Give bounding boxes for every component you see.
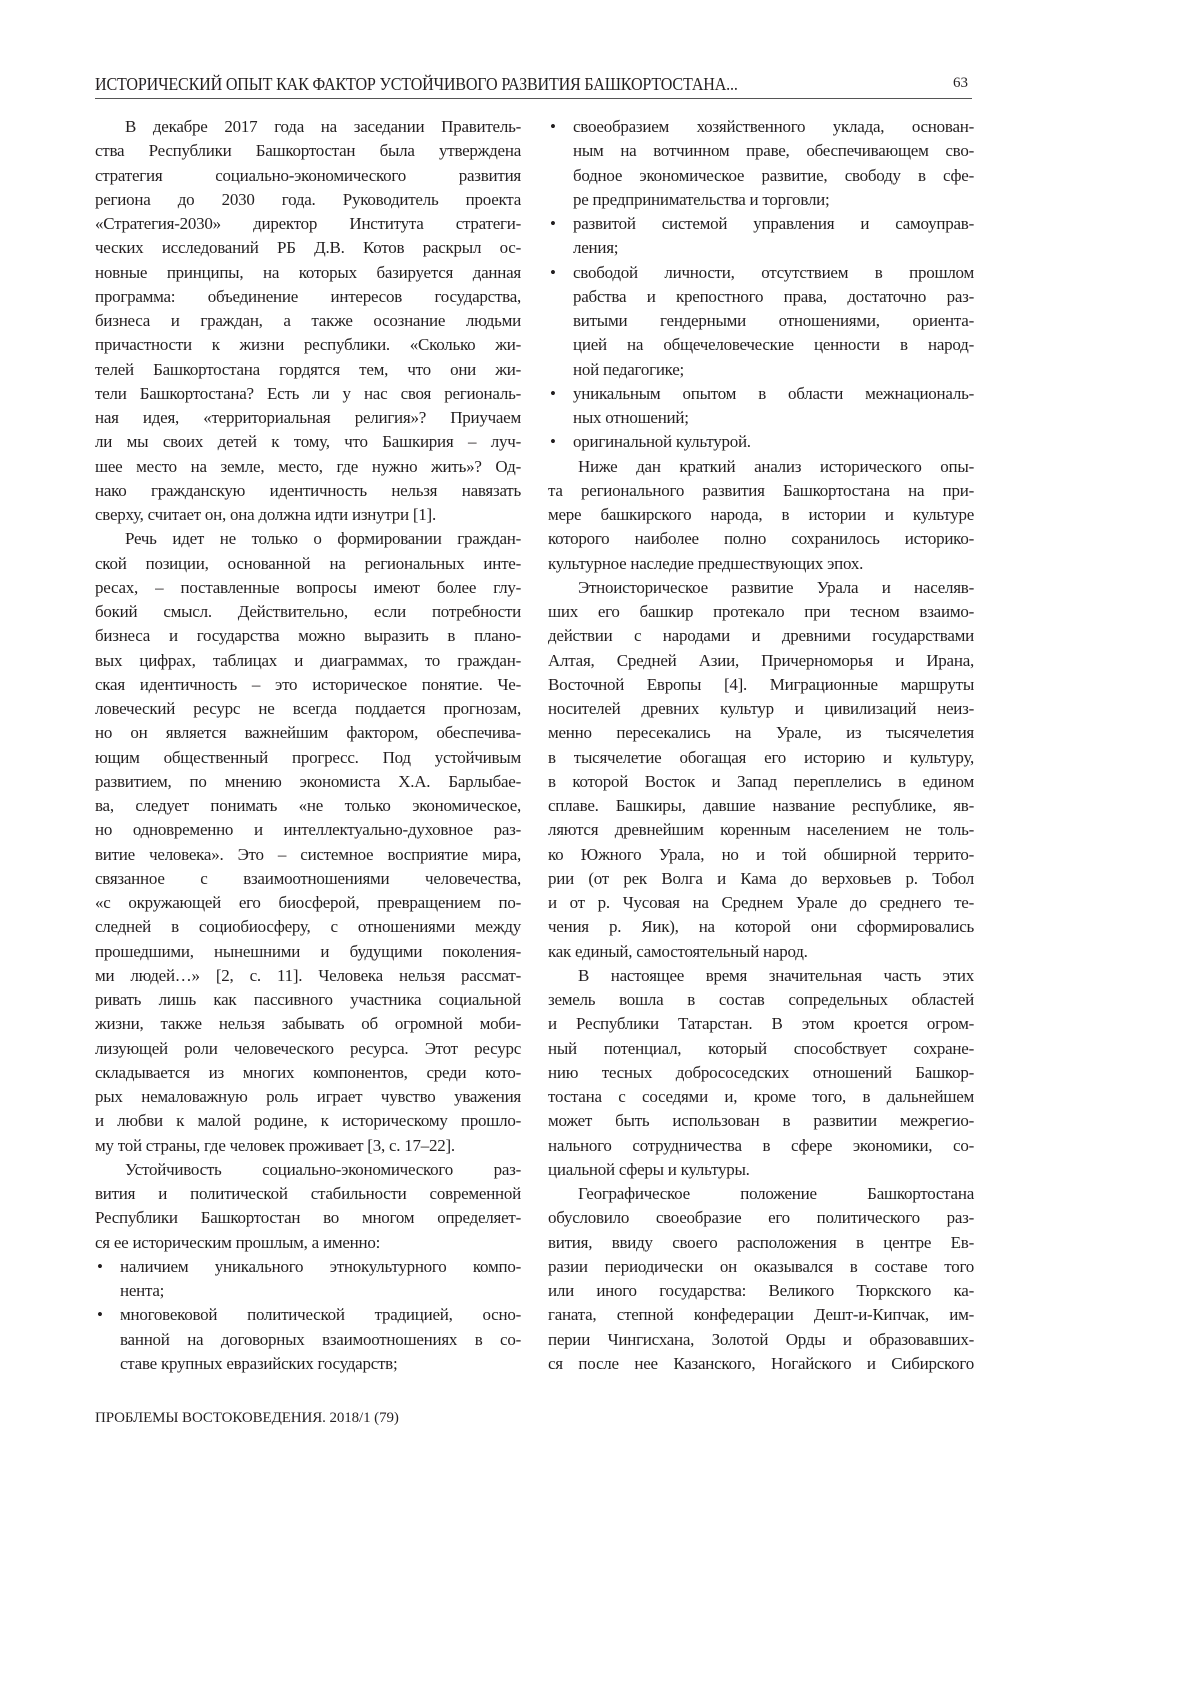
line: [548, 600, 974, 624]
line: [548, 1352, 974, 1376]
line: [548, 188, 974, 212]
line: [548, 1303, 974, 1327]
bullet-list-item: [95, 1255, 521, 1304]
text-line: ванной на договорных взаимоотношениях в со-: [120, 1329, 521, 1349]
line: [548, 964, 974, 988]
line: [548, 236, 974, 260]
paragraph: [95, 1158, 521, 1255]
line: [95, 333, 521, 357]
text-line: бизнеса и государства можно выразить в плано-: [95, 626, 521, 646]
paragraph: [95, 115, 521, 527]
line: [548, 1231, 974, 1255]
text-line: нента;: [120, 1281, 165, 1300]
line: [95, 1158, 521, 1182]
text-line: витыми гендерными отношениями, ориента-: [573, 311, 974, 330]
text-line: региона до 2030 года. Руководитель проекта: [95, 189, 521, 209]
text-line: мере башкирского народа, в истории и культуре: [548, 505, 974, 524]
text-line: «Стратегия-2030» директор Института стратеги-: [95, 214, 521, 233]
line: [95, 236, 521, 260]
text-line: В декабре 2017 года на заседании Правитель-: [125, 117, 521, 136]
running-header: [95, 72, 972, 99]
text-line: тостана с соседями и, кроме того, в дальнейшем: [548, 1087, 974, 1106]
line: [95, 746, 521, 770]
text-line: ганата, степной конфедерации Дешт-и-Кипчак, им-: [548, 1305, 974, 1325]
text-line: ловеческий ресурс не всегда поддается прогнозам,: [95, 699, 521, 718]
line: [95, 673, 521, 697]
line: [548, 164, 974, 188]
bullet-list-item: [548, 115, 974, 212]
paragraph: [548, 1182, 974, 1376]
line: [95, 503, 521, 527]
line: [548, 406, 974, 430]
line: [95, 600, 521, 624]
text-line: следней в социобиосферу, с отношениями между: [95, 917, 521, 937]
line: [95, 212, 521, 236]
line: [548, 115, 974, 139]
text-line: прошедшими, нынешними и будущими поколения-: [95, 941, 521, 961]
line: [95, 552, 521, 576]
line: [548, 1182, 974, 1206]
line: [95, 358, 521, 382]
text-line: Восточной Европы [4]. Миграционные маршруты: [548, 674, 974, 694]
bullet-icon: •: [550, 117, 556, 136]
text-line: и любви к малой родине, к историческому прошло-: [95, 1111, 521, 1131]
text-line: связанное с взаимоотношениями человечества,: [95, 868, 521, 888]
line: [548, 1255, 974, 1279]
text-line: которого наиболее полно сохранилось историко-: [548, 529, 974, 549]
text-line: ства Республики Башкортостан была утверждена: [95, 141, 521, 161]
bullet-list-item: [548, 212, 974, 261]
text-line: ставе крупных евразийских государств;: [120, 1353, 398, 1373]
line: [95, 794, 521, 818]
bullet-list-item: [548, 382, 974, 431]
text-line: телей Башкортостана гордятся тем, что они жи-: [95, 359, 521, 379]
text-line: ной педагогике;: [573, 359, 685, 379]
line: [95, 988, 521, 1012]
text-line: складывается из многих компонентов, среди кото-: [95, 1062, 521, 1082]
text-line: перии Чингисхана, Золотой Орды и образовавших-: [548, 1329, 974, 1349]
text-line: бизнеса и граждан, а также осознание людьми: [95, 311, 521, 330]
text-line: рабства и крепостного права, достаточно раз-: [573, 286, 974, 306]
text-line: Алтая, Средней Азии, Причерноморья и Ирана,: [548, 650, 974, 670]
text-line: как единый, самостоятельный народ.: [548, 941, 808, 961]
text-line: но одновременно и интеллектуально-духовное раз-: [95, 820, 521, 840]
line: [548, 649, 974, 673]
text-line: носителей древних культур и цивилизаций неиз-: [548, 699, 974, 718]
line: [548, 867, 974, 891]
line: [548, 891, 974, 915]
line: [95, 430, 521, 454]
line: [95, 1061, 521, 1085]
left-column: [95, 115, 521, 1376]
text-line: бодное экономическое развитие, свободу в сфе-: [573, 165, 974, 185]
text-line: своеобразием хозяйственного уклада, основан-: [573, 117, 974, 136]
text-line: ным на вотчинном праве, обеспечивающем сво-: [573, 141, 974, 161]
line: [548, 843, 974, 867]
bullet-icon: •: [550, 383, 556, 403]
line: [95, 940, 521, 964]
line: [95, 1206, 521, 1230]
text-line: жизни, также нельзя забывать об огромной моби-: [95, 1014, 521, 1034]
line: [548, 673, 974, 697]
line: [548, 285, 974, 309]
text-line: ления;: [573, 238, 619, 258]
line: [548, 1109, 974, 1133]
line: [95, 479, 521, 503]
line: [548, 1134, 974, 1158]
line: [95, 382, 521, 406]
line: [95, 261, 521, 285]
line: [548, 430, 974, 454]
text-line: Географическое положение Башкортостана: [578, 1184, 974, 1203]
text-line: причастности к жизни республики. «Сколько жи-: [95, 335, 521, 355]
paragraph: [548, 576, 974, 964]
running-header-title: ИСТОРИЧЕСКИЙ ОПЫТ КАК ФАКТОР УСТОЙЧИВОГО РАЗВИТИЯ БАШКОРТОСТАНА...: [95, 74, 738, 94]
line: [95, 867, 521, 891]
text-line: ся ее историческим прошлым, а именно:: [95, 1232, 381, 1252]
text-line: действии с народами и древними государствами: [548, 626, 974, 646]
line: [548, 721, 974, 745]
line: [95, 1303, 521, 1327]
text-line: и Республики Татарстан. В этом кроется огром-: [548, 1014, 974, 1034]
text-line: В настоящее время значительная часть этих: [578, 965, 974, 985]
line: [95, 649, 521, 673]
text-line: уникальным опытом в области межнациональ-: [573, 383, 974, 403]
line: [95, 455, 521, 479]
text-line: ся после нее Казанского, Ногайского и Сибирского: [548, 1353, 974, 1373]
text-line: вития, ввиду своего расположения в центре Ев-: [548, 1232, 974, 1252]
line: [548, 139, 974, 163]
text-line: ляются древнейшим коренным населением не толь-: [548, 820, 974, 840]
line: [548, 212, 974, 236]
line: [95, 406, 521, 430]
line: [548, 915, 974, 939]
line: [548, 940, 974, 964]
line: [548, 309, 974, 333]
text-line: наличием уникального этнокультурного компо-: [120, 1256, 521, 1276]
text-line: тели Башкортостана? Есть ли у нас своя региональ-: [95, 383, 521, 403]
text-line: витие человека». Это – системное восприятие мира,: [95, 844, 521, 864]
line: [95, 964, 521, 988]
paragraph: [548, 455, 974, 576]
text-line: в тысячелетие обогащая его историю и культуру,: [548, 747, 974, 767]
line: [548, 624, 974, 648]
text-line: сверху, считает он, она должна идти изнутри [1].: [95, 505, 436, 524]
line: [95, 188, 521, 212]
bullet-list-item: [548, 430, 974, 454]
line: [548, 1061, 974, 1085]
text-line: ная идея, «территориальная религия»? Приучаем: [95, 408, 521, 427]
text-line: «с окружающей его биосферой, превращением по-: [95, 893, 521, 912]
line: [95, 164, 521, 188]
bullet-icon: •: [550, 432, 556, 452]
line: [548, 1328, 974, 1352]
text-line: чения р. Яик), на которой они сформировались: [548, 917, 974, 937]
line: [95, 721, 521, 745]
text-line: Ниже дан краткий анализ исторического опы-: [578, 456, 974, 476]
text-line: ли мы своих детей к тому, что Башкирия – луч-: [95, 432, 521, 452]
line: [95, 915, 521, 939]
line: [95, 1037, 521, 1061]
line: [95, 1109, 521, 1133]
text-line: свободой личности, отсутствием в прошлом: [573, 262, 974, 282]
text-line: земель вошла в состав сопредельных областей: [548, 990, 974, 1009]
line: [548, 818, 974, 842]
paragraph: [548, 964, 974, 1182]
text-line: ющим общественный прогресс. Под устойчивым: [95, 747, 521, 767]
line: [548, 503, 974, 527]
line: [548, 746, 974, 770]
line: [548, 794, 974, 818]
line: [548, 697, 974, 721]
text-line: и от р. Чусовая на Среднем Урале до среднего те-: [548, 893, 974, 912]
line: [95, 697, 521, 721]
text-line: ская идентичность – это историческое понятие. Че-: [95, 674, 521, 694]
line: [548, 576, 974, 600]
page-number: 63: [953, 75, 968, 91]
text-line: может быть использован в развитии межрегио-: [548, 1111, 974, 1131]
line: [548, 479, 974, 503]
text-line: рии (от рек Волга и Кама до верховьев р. Тобол: [548, 868, 974, 888]
line: [95, 818, 521, 842]
text-line: сплаве. Башкиры, давшие название республике, яв-: [548, 796, 974, 815]
text-line: ческих исследований РБ Д.В. Котов раскрыл ос-: [95, 238, 521, 258]
text-line: Устойчивость социально-экономического раз-: [125, 1159, 521, 1179]
text-line: циальной сферы и культуры.: [548, 1159, 750, 1179]
text-line: лизующей роли человеческого ресурса. Этот ресурс: [95, 1038, 521, 1058]
line: [548, 770, 974, 794]
line: [548, 261, 974, 285]
line: [548, 1206, 974, 1230]
text-line: ва, следует понимать «не только экономическое,: [95, 796, 521, 815]
line: [548, 1012, 974, 1036]
bullet-icon: •: [97, 1256, 103, 1276]
text-line: программа: объединение интересов государства,: [95, 286, 521, 306]
text-line: вых цифрах, таблицах и диаграммах, то граждан-: [95, 650, 521, 670]
line: [548, 358, 974, 382]
line: [548, 1279, 974, 1303]
line: [95, 285, 521, 309]
line: [95, 770, 521, 794]
line: [95, 1328, 521, 1352]
line: [548, 333, 974, 357]
text-line: развитием, по мнению экономиста Х.А. Барлыбае-: [95, 771, 521, 791]
text-line: ской позиции, основанной на региональных инте-: [95, 553, 521, 573]
line: [95, 891, 521, 915]
line: [95, 1352, 521, 1376]
text-line: в которой Восток и Запад переплелись в едином: [548, 771, 974, 791]
line: [95, 139, 521, 163]
line: [95, 843, 521, 867]
bullet-icon: •: [550, 214, 556, 233]
text-line: му той страны, где человек проживает [3, с. 17–22].: [95, 1135, 455, 1155]
paragraph: [95, 527, 521, 1158]
line: [95, 1012, 521, 1036]
bullet-icon: •: [550, 262, 556, 282]
line: [95, 527, 521, 551]
text-line: нального сотрудничества в сфере экономики, со-: [548, 1135, 974, 1155]
line: [95, 624, 521, 648]
text-line: или иного государства: Великого Тюркского ка-: [548, 1281, 974, 1300]
line: [548, 988, 974, 1012]
right-column: [548, 115, 974, 1376]
line: [95, 1279, 521, 1303]
text-line: бокий смысл. Действительно, если потребности: [95, 602, 521, 621]
text-line: ших его башкир протекало при тесном взаимо-: [548, 602, 974, 621]
text-line: ко Южного Урала, но и той обширной террито-: [548, 844, 974, 864]
text-line: стратегия социально-экономического развития: [95, 165, 521, 185]
text-line: оригинальной культурой.: [573, 432, 751, 452]
text-line: Речь идет не только о формировании граждан-: [125, 529, 521, 549]
line: [548, 1037, 974, 1061]
line: [548, 382, 974, 406]
line: [95, 1182, 521, 1206]
text-line: Этноисторическое развитие Урала и населяв-: [578, 577, 974, 597]
journal-footer: ПРОБЛЕМЫ ВОСТОКОВЕДЕНИЯ. 2018/1 (79): [95, 1410, 399, 1426]
bullet-icon: •: [97, 1305, 103, 1325]
text-line: рых немаловажную роль играет чувство уважения: [95, 1087, 521, 1106]
line: [95, 309, 521, 333]
text-line: ре предпринимательства и торговли;: [573, 189, 830, 209]
line: [95, 1085, 521, 1109]
line: [548, 1158, 974, 1182]
text-line: нако гражданскую идентичность нельзя навязать: [95, 480, 521, 500]
text-line: культурное наследие предшествующих эпох.: [548, 553, 864, 573]
bullet-list-item: [548, 261, 974, 382]
text-line: развитой системой управления и самоуправ-: [573, 214, 974, 233]
text-line: многовековой политической традицией, осно-: [120, 1305, 521, 1325]
text-line: обусловило своеобразие его политического раз-: [548, 1208, 974, 1228]
text-line: менно пересекались на Урале, из тысячелетия: [548, 723, 974, 743]
line: [95, 1134, 521, 1158]
text-line: разии периодически он оказывался в составе того: [548, 1256, 974, 1276]
text-line: та регионального развития Башкортостана на при-: [548, 480, 974, 500]
text-line: нию тесных добрососедских отношений Башкор-: [548, 1062, 974, 1082]
text-line: новные принципы, на которых базируется данная: [95, 262, 521, 282]
text-line: цией на общечеловеческие ценности в народ-: [573, 335, 974, 355]
text-line: ресах, – поставленные вопросы имеют более глу-: [95, 577, 521, 597]
line: [548, 1085, 974, 1109]
line: [548, 527, 974, 551]
text-line: шее место на земле, место, где нужно жить»? Од-: [95, 456, 521, 476]
line: [548, 455, 974, 479]
text-line: ный потенциал, который способствует сохране-: [548, 1038, 974, 1058]
text-line: вития и политической стабильности современной: [95, 1184, 521, 1203]
bullet-list-item: [95, 1303, 521, 1376]
text-line: ривать лишь как пассивного участника социальной: [95, 990, 521, 1009]
text-line: но он является важнейшим фактором, обеспечива-: [95, 723, 521, 743]
text-line: Республики Башкортостан во многом определяет-: [95, 1208, 521, 1228]
line: [95, 576, 521, 600]
line: [548, 552, 974, 576]
text-line: ми людей…» [2, с. 11]. Человека нельзя рассмат-: [95, 965, 521, 985]
line: [95, 1231, 521, 1255]
line: [95, 115, 521, 139]
line: [95, 1255, 521, 1279]
text-line: ных отношений;: [573, 408, 689, 427]
